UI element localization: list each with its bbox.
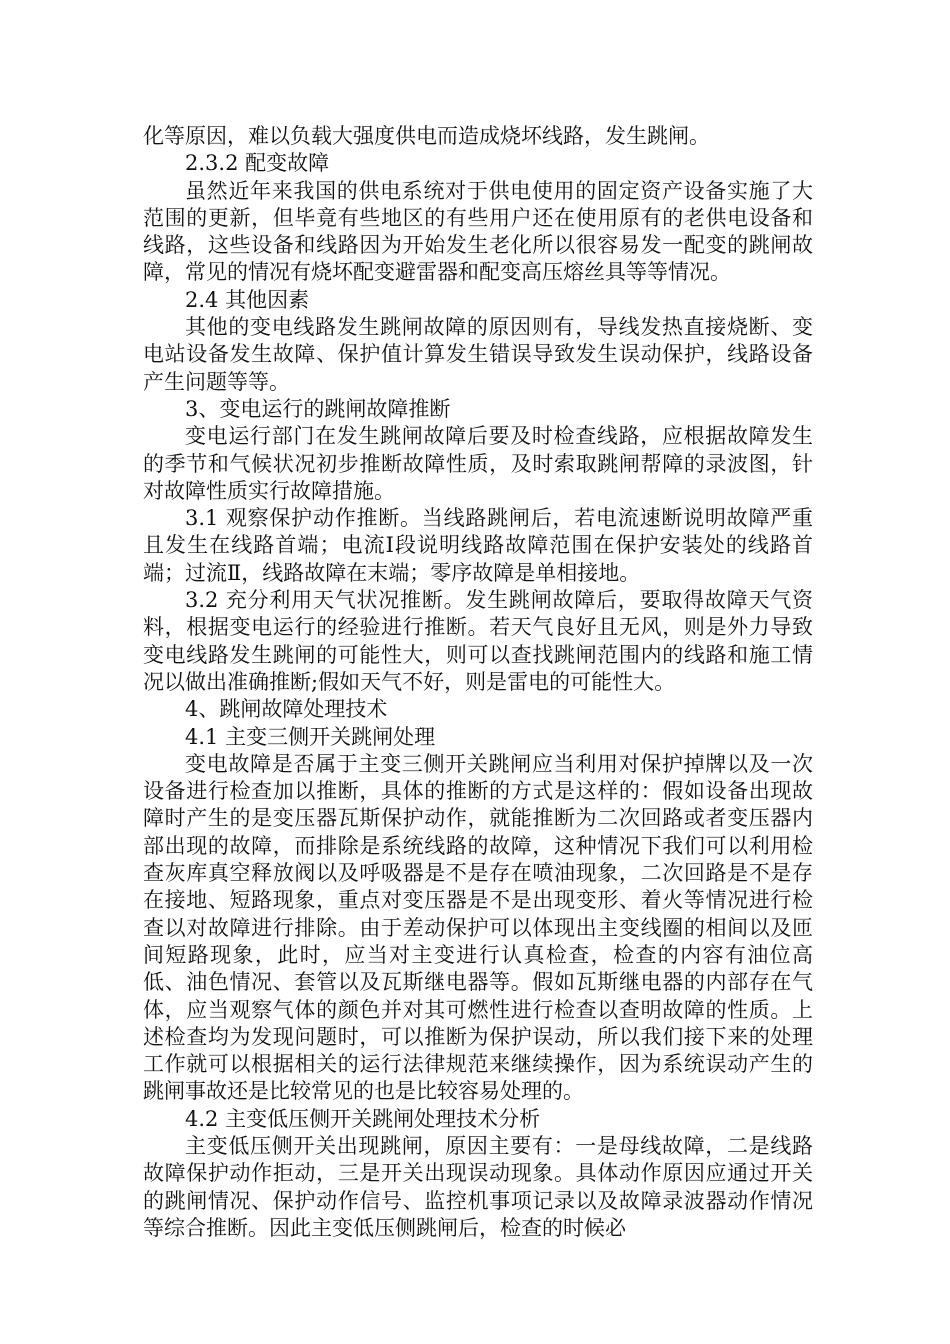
heading-3: 3、变电运行的跳闸故障推断 bbox=[185, 396, 451, 421]
heading-4-1: 4.1 主变三侧开关跳闸处理 bbox=[185, 724, 436, 749]
paragraph: 主变低压侧开关出现跳闸，原因主要有：一是母线故障，二是线路故障保护动作拒动，三是开关出现误动现象。具体动作原因应通过开关的跳闸情况、保护动作信号、监控机事项记录以及故障录波器动作情况等综合推断。因此主变低压侧跳闸后，检查的时候必 bbox=[143, 1133, 813, 1240]
heading-2-3-2: 2.3.2 配变故障 bbox=[185, 151, 330, 176]
paragraph-3-2: 3.2 充分利用天气状况推断。发生跳闸故障后，要取得故障天气资料，根据变电运行的经验进行推断。若天气良好且无风，则是外力导致变电线路发生跳闸的可能性大，则可以查找跳闸范围内的线路和施工情况以做出准确推断;假如天气不好，则是雷电的可能性大。 bbox=[143, 588, 813, 694]
paragraph-3-1: 3.1 观察保护动作推断。当线路跳闸后，若电流速断说明故障严重且发生在线路首端；电流Ⅰ段说明线路故障范围在保护安装处的线路首端；过流Ⅱ，线路故障在末端；零序故障是单相接地。 bbox=[143, 506, 813, 585]
document-body bbox=[143, 123, 813, 1242]
paragraph: 变电运行部门在发生跳闸故障后要及时检查线路，应根据故障发生的季节和气候状况初步推断故障性质，及时索取跳闸帮障的录波图，针对故障性质实行故障措施。 bbox=[143, 424, 813, 503]
paragraph: 变电故障是否属于主变三侧开关跳闸应当利用对保护掉牌以及一次设备进行检查加以推断，具体的推断的方式是这样的：假如设备出现故障时产生的是变压器瓦斯保护动作，就能推断为二次回路或者变压器内部出现的故障，而排除是系统线路的故障，这种情况下我们可以利用检查灰库真空释放阀以及呼吸器是不是存在喷油现象，二次回路是不是存在接地、短路现象，重点对变压器是不是出现变形、着火等情况进行检查以对故障进行排除。由于差动保护可以体现出主变线圈的相间以及匝间短路现象，此时，应当对主变进行认真检查，检查的内容有油位高低、油色情况、套管以及瓦斯继电器等。假如瓦斯继电器的内部存在气体，应当观察气体的颜色并对其可燃性进行检查以查明故障的性质。上述检查均为发现问题时，可以推断为保护误动，所以我们接下来的处理工作就可以根据相关的运行法律规范来继续操作，因为系统误动产生的跳闸事故还是比较常见的也是比较容易处理的。 bbox=[143, 751, 813, 1104]
heading-4: 4、跳闸故障处理技术 bbox=[185, 697, 388, 722]
heading-4-2: 4.2 主变低压侧开关跳闸处理技术分析 bbox=[185, 1106, 541, 1131]
paragraph-continuation: 化等原因，难以负载大强度供电而造成烧坏线路，发生跳闸。 bbox=[143, 124, 710, 148]
paragraph: 其他的变电线路发生跳闸故障的原因则有，导线发热直接烧断、变电站设备发生故障、保护值计算发生错误导致发生误动保护，线路设备产生问题等等。 bbox=[143, 315, 813, 394]
heading-2-4: 2.4 其他因素 bbox=[185, 287, 310, 312]
paragraph: 虽然近年来我国的供电系统对于供电使用的固定资产设备实施了大范围的更新，但毕竟有些地区的有些用户还在使用原有的老供电设备和线路，这些设备和线路因为开始发生老化所以很容易发一配变的跳闸故障，常见的情况有烧坏配变避雷器和配变高压熔丝具等等情况。 bbox=[143, 178, 813, 285]
